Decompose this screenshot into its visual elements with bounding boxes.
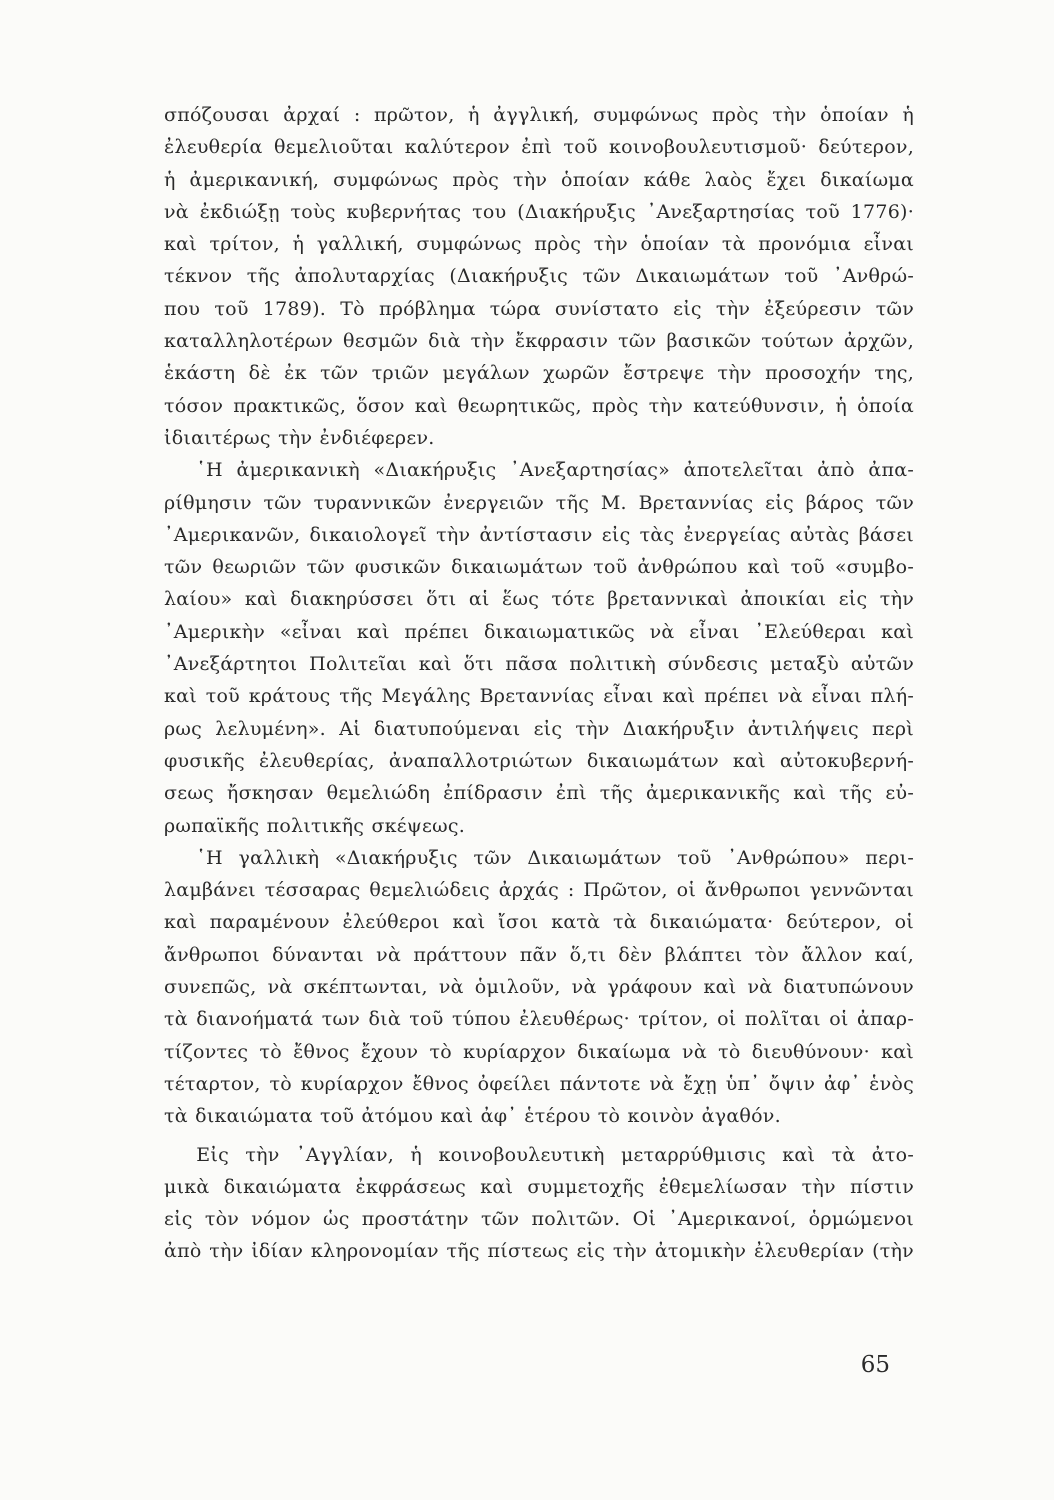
paragraph-4 [164,1139,914,1268]
text-line: ἰδιαιτέρως τὴν ἐνδιέφερεν. [164,426,435,449]
text-line: νὰ ἐκδιώξῃ τοὺς κυβερνήτας του (Διακήρυξις ᾿Ανεξαρτησίας τοῦ 1776)· [164,200,914,223]
text-line: μικὰ δικαιώματα ἐκφράσεως καὶ συμμετοχῆς ἐθεμελίωσαν τὴν πίστιν [164,1175,914,1198]
text-line: τέταρτον, τὸ κυρίαρχον ἔθνος ὀφείλει πάντοτε νὰ ἔχῃ ὑπ᾿ ὄψιν ἀφ᾿ ἑνὸς [164,1072,914,1095]
text-line: τὰ διανοήματά των διὰ τοῦ τύπου ἐλευθέρως· τρίτον, οἱ πολῖται οἱ ἀπαρ- [164,1008,914,1031]
text-line: ρως λελυμένη». Αἱ διατυπούμεναι εἰς τὴν Διακήρυξιν ἀντιλήψεις περὶ [164,717,914,740]
paragraph-2 [164,454,914,842]
text-line: εἰς τὸν νόμον ὡς προστάτην τῶν πολιτῶν. Οἱ ᾿Αμερικανοί, ὁρμώμενοι [164,1208,914,1231]
text-line: σπόζουσαι ἀρχαί : πρῶτον, ἡ ἀγγλική, συμφώνως πρὸς τὴν ὁποίαν ἡ [164,104,914,126]
text-line: ᾿Αμερικὴν «εἶναι καὶ πρέπει δικαιωματικῶς νὰ εἶναι ᾿Ελεύθεραι καὶ [164,620,914,643]
text-line: ρίθμησιν τῶν τυραννικῶν ἐνεργειῶν τῆς Μ. Βρεταννίας εἰς βάρος τῶν [164,491,914,514]
text-line: λαμβάνει τέσσαρας θεμελιώδεις ἀρχάς : Πρῶτον, οἱ ἄνθρωποι γεννῶνται [164,879,914,902]
text-line: ῾Η γαλλικὴ «Διακήρυξις τῶν Δικαιωμάτων τοῦ ᾿Ανθρώπου» περι- [196,846,914,869]
text-line: τέκνον τῆς ἀπολυταρχίας (Διακήρυξις τῶν Δικαιωμάτων τοῦ ᾿Ανθρώ- [164,265,914,288]
body-text [164,99,914,1268]
text-line: τῶν θεωριῶν τῶν φυσικῶν δικαιωμάτων τοῦ ἀνθρώπου καὶ τοῦ «συμβο- [164,556,914,579]
text-line: ἑκάστη δὲ ἐκ τῶν τριῶν μεγάλων χωρῶν ἔστρεψε τὴν προσοχήν της, [164,362,914,385]
text-line: ἡ ἀμερικανική, συμφώνως πρὸς τὴν ὁποίαν κάθε λαὸς ἔχει δικαίωμα [164,168,914,191]
text-line: συνεπῶς, νὰ σκέπτωνται, νὰ ὁμιλοῦν, νὰ γράφουν καὶ νὰ διατυπώνουν [164,976,914,999]
text-line: ᾿Αμερικανῶν, δικαιολογεῖ τὴν ἀντίστασιν εἰς τὰς ἐνεργείας αὐτὰς βάσει [164,523,914,546]
paragraph-3 [164,842,914,1133]
text-line: καὶ τοῦ κράτους τῆς Μεγάλης Βρεταννίας εἶναι καὶ πρέπει νὰ εἶναι πλή- [164,685,914,708]
text-line: ἀπὸ τὴν ἰδίαν κληρονομίαν τῆς πίστεως εἰς τὴν ἀτομικὴν ἐλευθερίαν (τὴν [164,1240,914,1263]
text-line: ᾿Ανεξάρτητοι Πολιτεῖαι καὶ ὅτι πᾶσα πολιτικὴ σύνδεσις μεταξὺ αὐτῶν [164,653,914,676]
text-line: καὶ τρίτον, ἡ γαλλική, συμφώνως πρὸς τὴν ὁποίαν τὰ προνόμια εἶναι [164,233,914,256]
text-line: καταλληλοτέρων θεσμῶν διὰ τὴν ἔκφρασιν τῶν βασικῶν τούτων ἀρχῶν, [164,330,914,353]
paragraph-1 [164,99,914,454]
text-line: τὰ δικαιώματα τοῦ ἀτόμου καὶ ἀφ᾿ ἑτέρου τὸ κοινὸν ἀγαθόν. [164,1105,781,1128]
text-line: σεως ἤσκησαν θεμελιώδη ἐπίδρασιν ἐπὶ τῆς ἀμερικανικῆς καὶ τῆς εὐ- [164,782,914,805]
page-number: 65 [860,1352,890,1378]
text-line: καὶ παραμένουν ἐλεύθεροι καὶ ἴσοι κατὰ τὰ δικαιώματα· δεύτερον, οἱ [164,911,914,934]
text-line: τίζοντες τὸ ἔθνος ἔχουν τὸ κυρίαρχον δικαίωμα νὰ τὸ διευθύνουν· καὶ [164,1040,914,1063]
text-line: ῾Η ἀμερικανικὴ «Διακήρυξις ᾿Ανεξαρτησίας» ἀποτελεῖται ἀπὸ ἀπα- [196,459,914,482]
text-line: τόσον πρακτικῶς, ὅσον καὶ θεωρητικῶς, πρὸς τὴν κατεύθυνσιν, ἡ ὁποία [164,394,914,417]
text-line: φυσικῆς ἐλευθερίας, ἀναπαλλοτριώτων δικαιωμάτων καὶ αὐτοκυβερνή- [164,749,914,772]
text-line: Εἰς τὴν ᾿Αγγλίαν, ἡ κοινοβουλευτικὴ μεταρρύθμισις καὶ τὰ ἀτο- [196,1143,914,1166]
text-line: λαίου» καὶ διακηρύσσει ὅτι αἱ ἕως τότε βρεταννικαὶ ἀποικίαι εἰς τὴν [164,588,914,611]
text-line: ἄνθρωποι δύνανται νὰ πράττουν πᾶν ὅ,τι δὲν βλάπτει τὸν ἄλλον καί, [164,943,914,966]
text-line: ἐλευθερία θεμελιοῦται καλύτερον ἐπὶ τοῦ κοινοβουλευτισμοῦ· δεύτερον, [164,136,914,159]
text-line: που τοῦ 1789). Τὸ πρόβλημα τώρα συνίστατο εἰς τὴν ἐξεύρεσιν τῶν [164,297,914,320]
text-line: ρωπαϊκῆς πολιτικῆς σκέψεως. [164,814,466,837]
